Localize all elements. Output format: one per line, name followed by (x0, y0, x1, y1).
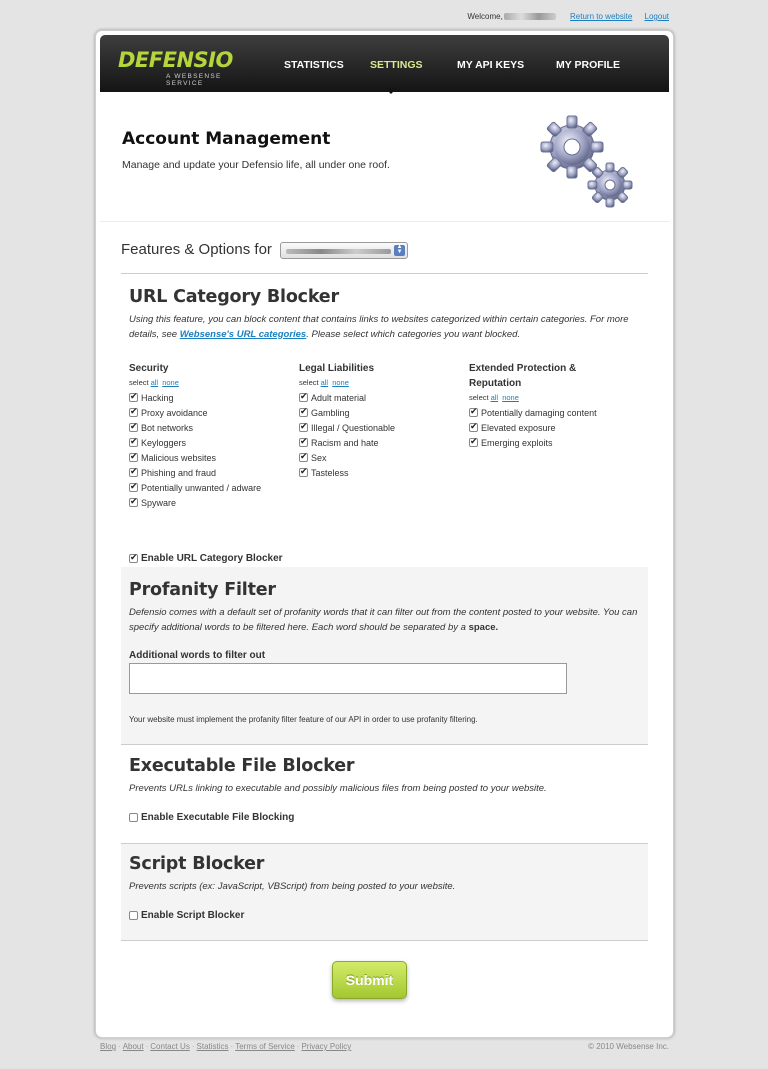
checkbox[interactable] (469, 438, 478, 447)
features-label: Features & Options for (121, 241, 272, 258)
features-options-row (121, 241, 408, 259)
category-checkbox[interactable]: ✔ Sex (299, 450, 459, 465)
select-all-none: select all none (299, 378, 349, 387)
top-bar (467, 12, 669, 21)
footer-link-terms[interactable]: Terms of Service (235, 1042, 295, 1051)
site-select[interactable] (280, 242, 408, 259)
checkbox[interactable] (299, 453, 308, 462)
checkbox[interactable] (299, 408, 308, 417)
category-checkbox[interactable]: ✔ Adult material (299, 390, 459, 405)
checkbox[interactable] (129, 408, 138, 417)
profanity-title: Profanity Filter (129, 580, 276, 600)
category-checkbox[interactable]: ✔ Hacking (129, 390, 289, 405)
footer-link-contact-us[interactable]: Contact Us (150, 1042, 190, 1051)
submit-button[interactable]: Submit (332, 961, 407, 999)
checkbox[interactable] (299, 468, 308, 477)
footer-links: Blog · About · Contact Us · Statistics · Terms of Service · Privacy Policy (100, 1042, 352, 1051)
select-all-none: select all none (129, 378, 179, 387)
profanity-note: Your website must implement the profanity filter feature of our API in order to use profanity filtering. (129, 715, 478, 724)
checkbox[interactable] (129, 468, 138, 477)
checkbox[interactable] (299, 393, 308, 402)
checkbox[interactable] (129, 438, 138, 447)
return-to-website-link[interactable]: Return to website (570, 12, 633, 21)
copyright: © 2010 Websense Inc. (588, 1042, 669, 1051)
category-checkbox[interactable]: ✔ Tasteless (299, 465, 459, 480)
category-checkbox[interactable]: ✔ Emerging exploits (469, 435, 629, 450)
select-none-link[interactable]: none (162, 378, 179, 387)
script-blocker-title: Script Blocker (129, 854, 265, 874)
username-redacted (504, 13, 556, 20)
main-card (95, 30, 674, 1038)
intro-divider (100, 221, 669, 222)
additional-words-label: Additional words to filter out (129, 650, 266, 661)
logo-wordmark: DEFENSIO (118, 48, 233, 72)
header-bar (100, 35, 669, 92)
gears-icon (540, 113, 640, 213)
select-all-link[interactable]: all (490, 393, 499, 402)
url-blocker-title: URL Category Blocker (129, 287, 339, 307)
websense-url-categories-link[interactable]: Websense's URL categories (179, 328, 307, 340)
additional-words-input[interactable] (129, 663, 567, 694)
section-divider (121, 843, 648, 844)
logout-link[interactable]: Logout (644, 12, 669, 21)
checkbox[interactable] (129, 393, 138, 402)
footer-link-privacy[interactable]: Privacy Policy (301, 1042, 352, 1051)
category-column-legal (299, 361, 459, 480)
column-title: Extended Protection & Reputation (469, 363, 577, 389)
enable-executable-file-blocking[interactable]: Enable Executable File Blocking (129, 812, 294, 823)
category-checkbox[interactable]: ✔ Illegal / Questionable (299, 420, 459, 435)
footer-link-about[interactable]: About (122, 1042, 144, 1051)
checkbox[interactable] (299, 423, 308, 432)
category-checkbox[interactable]: ✔ Proxy avoidance (129, 405, 289, 420)
url-blocker-description: Using this feature, you can block content that contains links to websites categorized within certain categories. For more details, see Websense's URL categories. Please select which categories you want blocked. (129, 314, 629, 340)
category-column-extended (469, 361, 629, 450)
section-divider (121, 940, 648, 941)
category-checkbox[interactable]: ✔ Phishing and fraud (129, 465, 289, 480)
defensio-logo[interactable] (114, 46, 254, 87)
category-checkbox[interactable]: ✔ Potentially unwanted / adware (129, 480, 289, 495)
checkbox[interactable] (299, 438, 308, 447)
footer (100, 1042, 669, 1051)
site-select-value-redacted (286, 249, 391, 254)
nav-my-api-keys[interactable]: MY API KEYS (457, 59, 525, 71)
select-all-none: select all none (469, 393, 519, 402)
enable-script-blocker[interactable]: Enable Script Blocker (129, 910, 244, 921)
footer-link-blog[interactable]: Blog (100, 1042, 117, 1051)
url-category-blocker-section (121, 287, 648, 565)
checkbox[interactable] (129, 483, 138, 492)
select-all-link[interactable]: all (150, 378, 159, 387)
column-title: Security (129, 363, 169, 374)
footer-link-statistics[interactable]: Statistics (196, 1042, 229, 1051)
page-title: Account Management (122, 129, 331, 149)
select-all-link[interactable]: all (320, 378, 329, 387)
category-checkbox[interactable]: ✔ Spyware (129, 495, 289, 510)
welcome-text: Welcome, (467, 12, 503, 21)
category-checkbox[interactable]: ✔ Bot networks (129, 420, 289, 435)
category-column-security (129, 361, 289, 510)
exec-blocker-description: Prevents URLs linking to executable and possibly malicious files from being posted to your website. (129, 783, 547, 794)
logo-tagline: A WEBSENSE SERVICE (166, 73, 222, 87)
profanity-filter-section (121, 567, 648, 745)
nav-settings[interactable]: SETTINGS (370, 59, 423, 71)
category-checkbox[interactable]: ✔ Gambling (299, 405, 459, 420)
category-checkbox[interactable]: ✔ Elevated exposure (469, 420, 629, 435)
select-none-link[interactable]: none (332, 378, 349, 387)
checkbox[interactable] (129, 554, 138, 563)
category-checkbox[interactable]: ✔ Keyloggers (129, 435, 289, 450)
profanity-description: Defensio comes with a default set of profanity words that it can filter out from the content posted to your website. You can specify additional words to be filtered here. Each word should be separated by a space. (129, 607, 638, 633)
checkbox[interactable] (129, 911, 138, 920)
executable-file-blocker-section (121, 745, 648, 843)
checkbox[interactable] (129, 813, 138, 822)
footer-divider (100, 1038, 669, 1039)
select-arrows-icon: ▲ ▼ (394, 245, 405, 256)
checkbox[interactable] (129, 423, 138, 432)
checkbox[interactable] (129, 453, 138, 462)
category-checkbox[interactable]: ✔ Potentially damaging content (469, 405, 629, 420)
active-nav-indicator (385, 88, 397, 94)
intro (122, 129, 390, 171)
category-checkbox[interactable]: ✔ Racism and hate (299, 435, 459, 450)
exec-blocker-title: Executable File Blocker (129, 756, 355, 776)
enable-url-category-blocker[interactable]: ✔ Enable URL Category Blocker (129, 553, 283, 564)
script-blocker-section (121, 843, 648, 941)
nav-my-profile[interactable]: MY PROFILE (556, 59, 620, 71)
checkbox[interactable] (469, 423, 478, 432)
script-blocker-description: Prevents scripts (ex: JavaScript, VBScript) from being posted to your website. (129, 881, 456, 892)
select-none-link[interactable]: none (502, 393, 519, 402)
column-title: Legal Liabilities (299, 363, 375, 374)
checkbox[interactable] (129, 498, 138, 507)
category-checkbox[interactable]: ✔ Malicious websites (129, 450, 289, 465)
page-subtitle: Manage and update your Defensio life, all under one roof. (122, 159, 390, 171)
checkbox[interactable] (469, 408, 478, 417)
features-divider (121, 273, 648, 274)
nav-statistics[interactable]: STATISTICS (284, 59, 344, 71)
